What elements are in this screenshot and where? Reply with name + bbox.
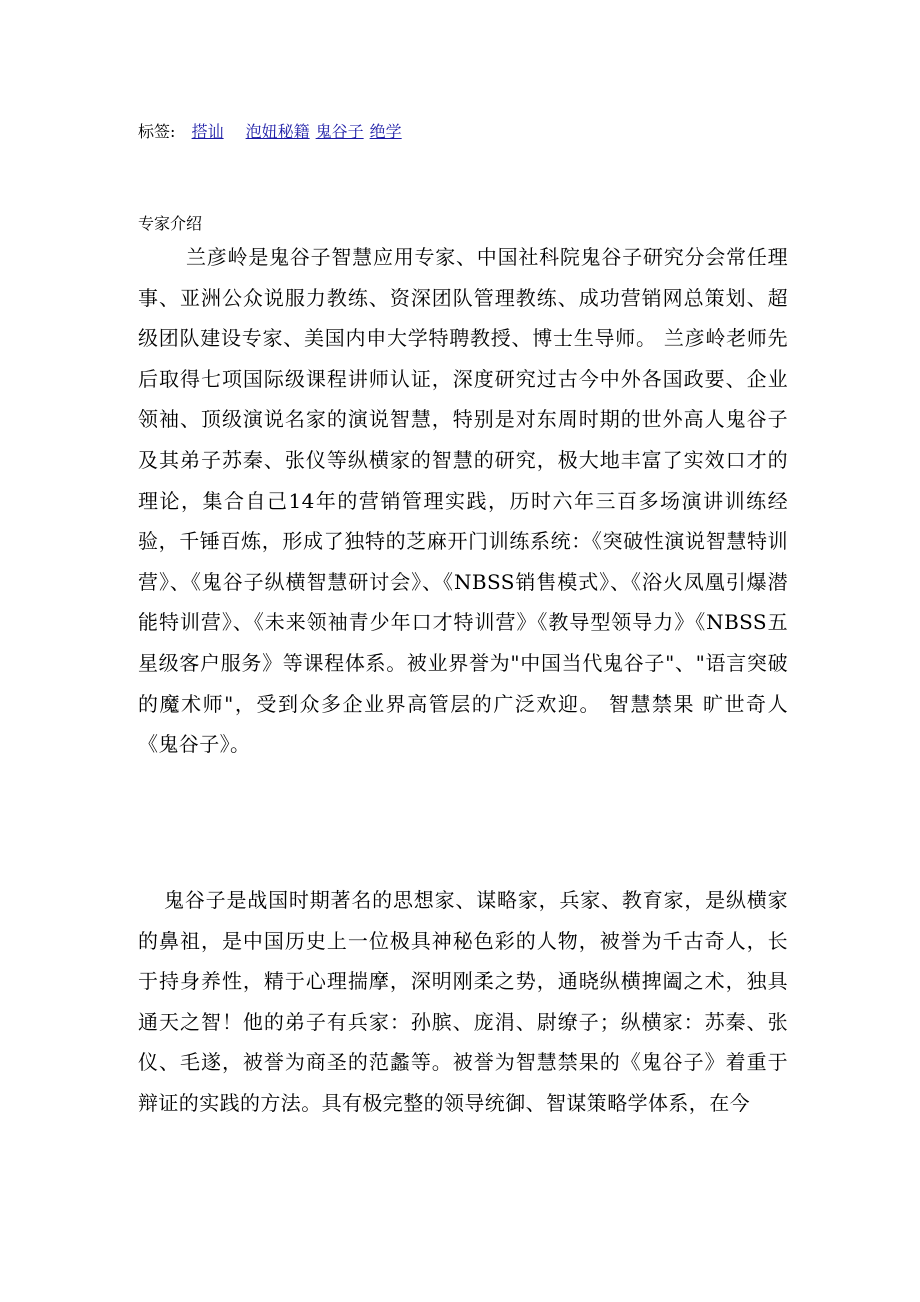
expert-intro-paragraph: 兰彦岭是鬼谷子智慧应用专家、中国社科院鬼谷子研究分会常任理事、亚洲公众说服力教练、资深团队管理教练、成功营销网总策划、超级团队建设专家、美国内申大学特聘教授、博士生导师。 兰彦岭老师先后取得七项国际级课程讲师认证，深度研究过古今中外各国政要、企业领袖、顶级演说名家的演说智慧，特别是对东周时期的世外高人鬼谷子及其弟子苏秦、张仪等纵横家的智慧的研究，极大地丰富了实效口才的理论，集合自己14年的营销管理实践，历时六年三百多场演讲训练经验，千锤百炼，形成了独特的芝麻开门训练系统：《突破性演说智慧特训营》、《鬼谷子纵横智慧研讨会》、《NBSS销售模式》、《浴火凤凰引爆潜能特训营》、《未来领袖青少年口才特训营》《教导型领导力》《NBSS五星级客户服务》等课程体系。被业界誉为"中国当代鬼谷子"、"语言突破的魔术师"，受到众多企业界高管层的广泛欢迎。 智慧禁果 旷世奇人 《鬼谷子》。 <box>138 245 788 757</box>
section-heading: 专家介绍 <box>138 214 203 233</box>
tag-link-3[interactable]: 鬼谷子 <box>315 122 364 141</box>
guiguzi-intro-paragraph: 鬼谷子是战国时期著名的思想家、谋略家，兵家、教育家，是纵横家的鼻祖，是中国历史上一位极具神秘色彩的人物，被誉为千古奇人，长于持身养性，精于心理揣摩，深明刚柔之势，通晓纵横捭阖之术，独具通天之智！他的弟子有兵家：孙膑、庞涓、尉缭子；纵横家：苏秦、张仪、毛遂，被誉为商圣的范蠡等。被誉为智慧禁果的《鬼谷子》着重于辩证的实践的方法。具有极完整的领导统御、智谋策略学体系，在今 <box>138 888 788 1115</box>
tags-line <box>138 118 402 146</box>
tag-link-4[interactable]: 绝学 <box>369 122 402 141</box>
tag-link-1[interactable]: 搭讪 <box>191 122 224 141</box>
tags-label: 标签: <box>138 122 176 141</box>
tag-link-2[interactable]: 泡妞秘籍 <box>245 122 310 141</box>
